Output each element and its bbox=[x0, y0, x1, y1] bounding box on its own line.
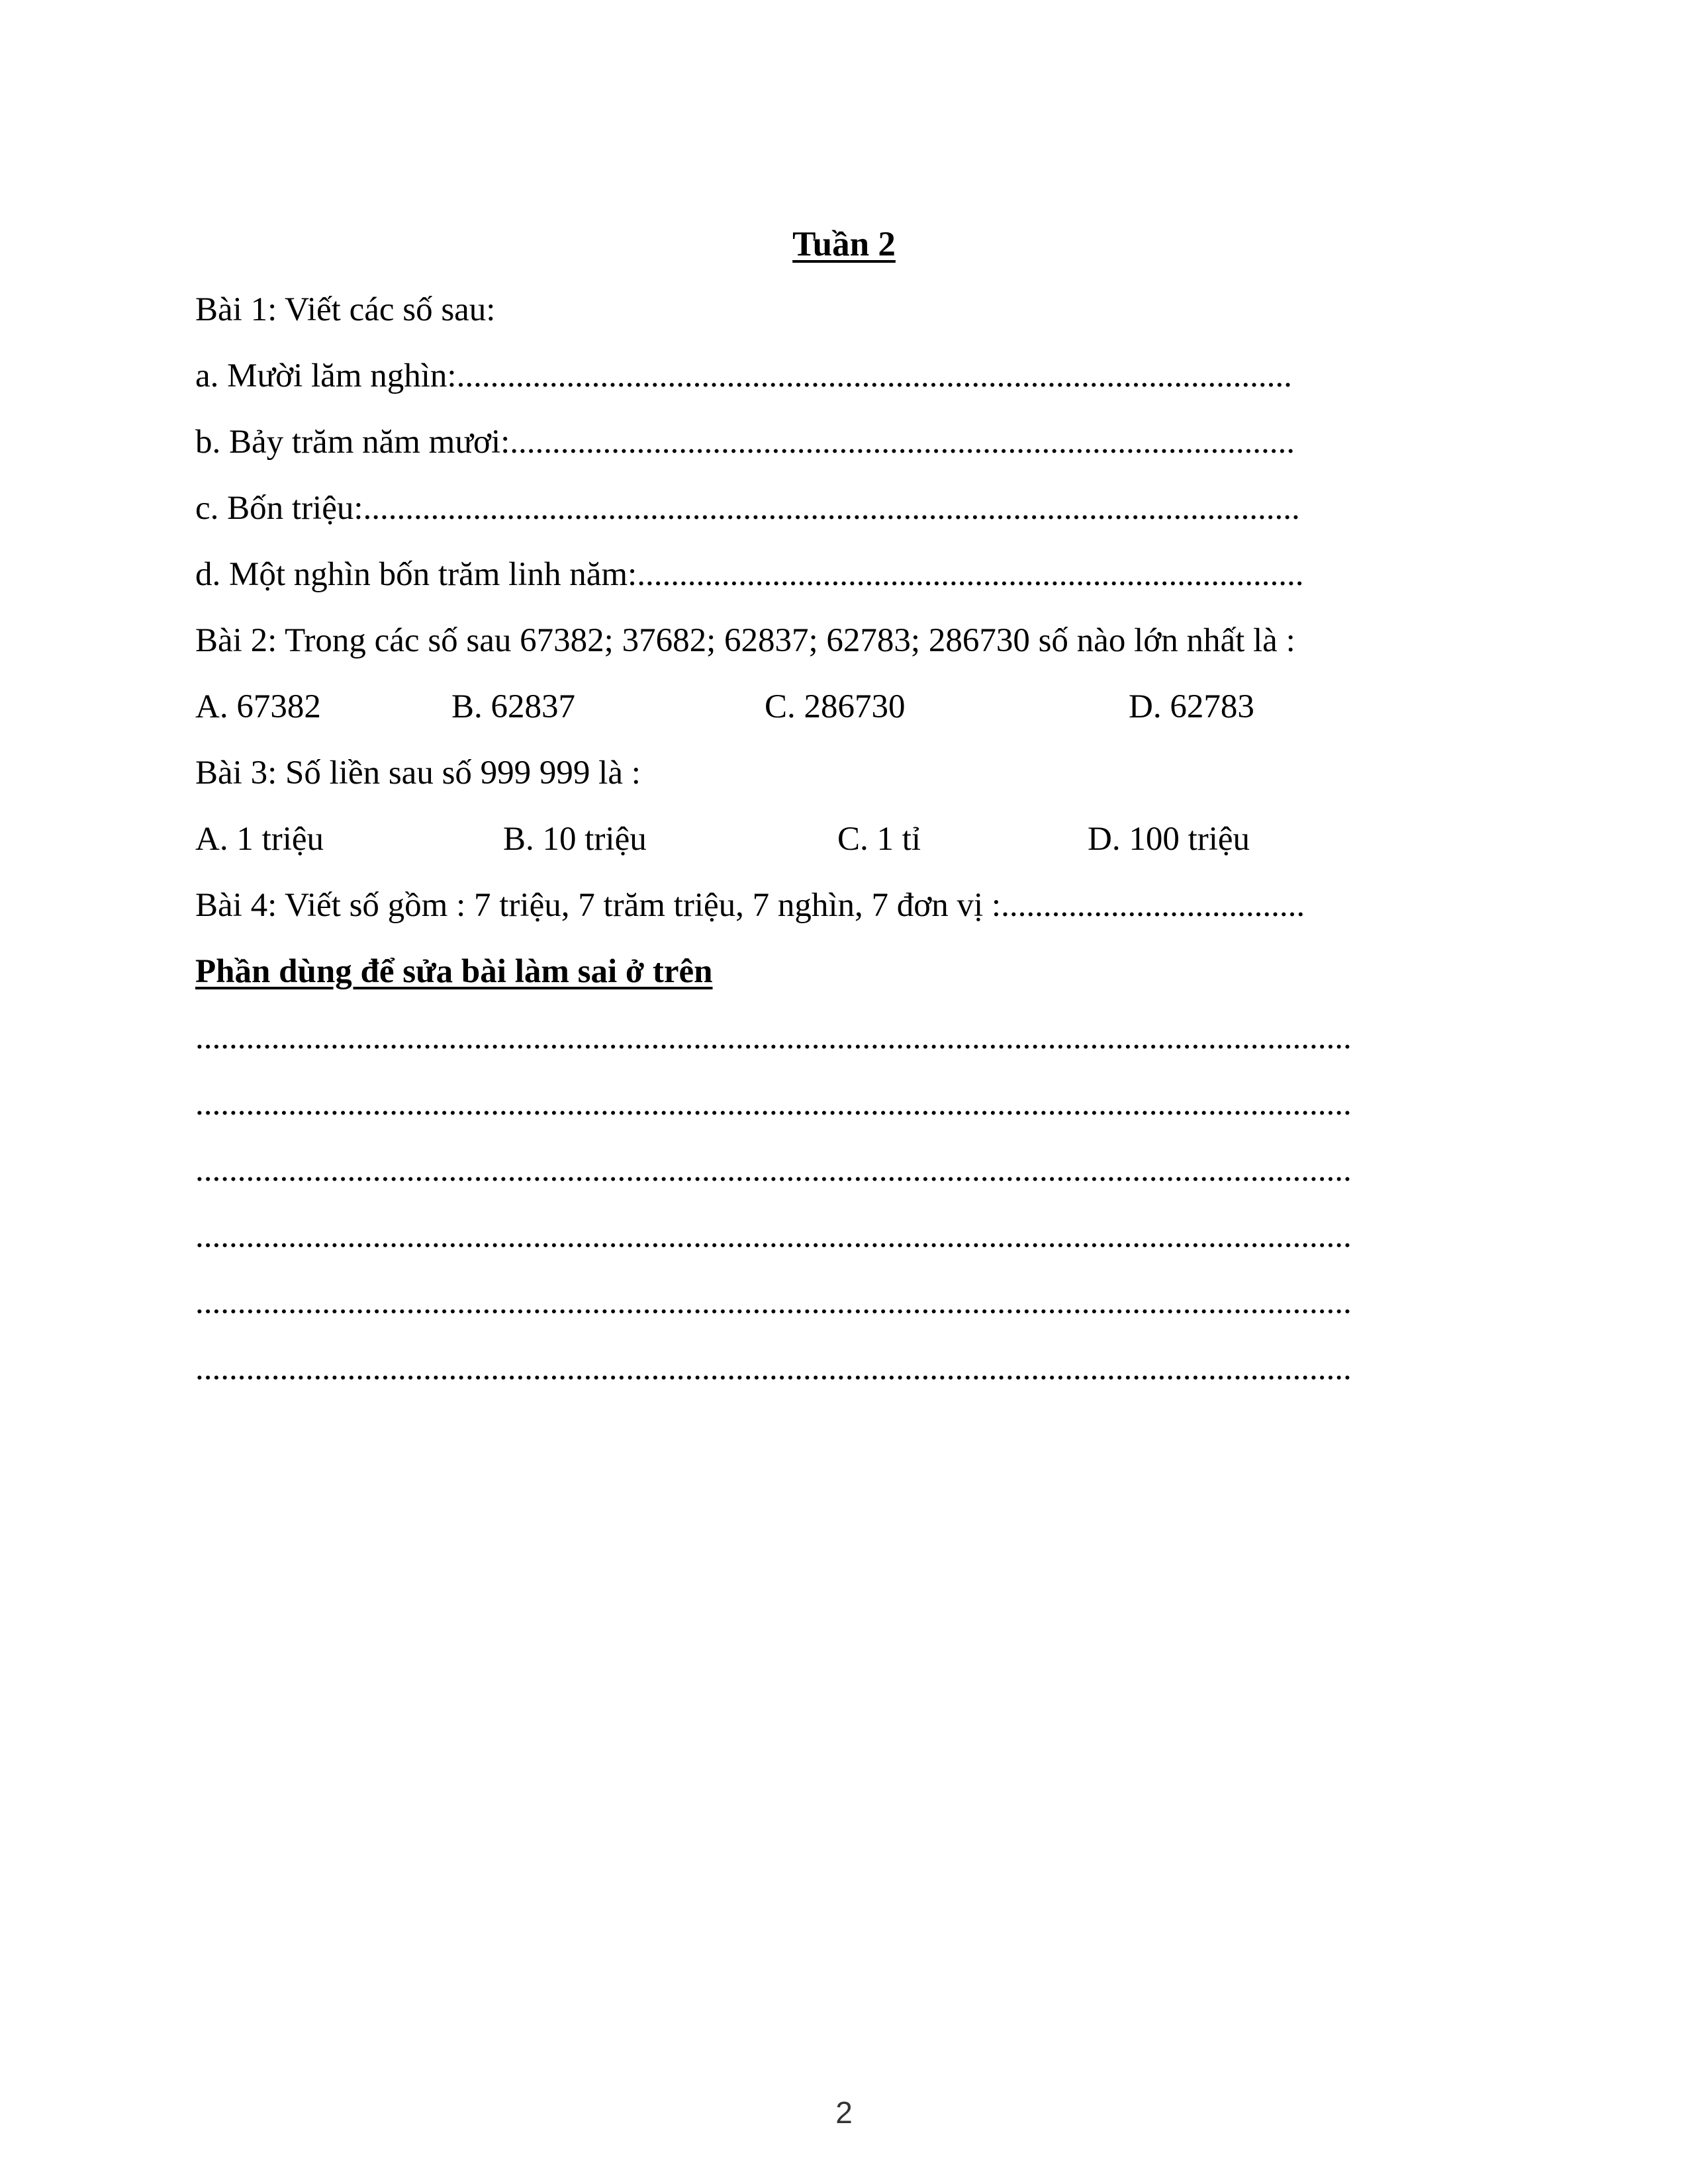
exercise-2-option-b: B. 62837 bbox=[451, 688, 576, 725]
exercise-3-option-c: C. 1 tỉ bbox=[837, 821, 921, 858]
correction-line-2: ......................................................................................................................................... bbox=[195, 1085, 1352, 1122]
exercise-4-question: Bài 4: Viết số gồm : 7 triệu, 7 trăm triệu, 7 nghìn, 7 đơn vị :.................................... bbox=[195, 887, 1305, 924]
correction-line-4: ......................................................................................................................................... bbox=[195, 1218, 1352, 1255]
page-title bbox=[0, 224, 1688, 265]
exercise-2-option-a: A. 67382 bbox=[195, 688, 321, 725]
correction-line-6: ......................................................................................................................................... bbox=[195, 1350, 1352, 1387]
page-title-text: Tuần 2 bbox=[792, 225, 896, 263]
exercise-1-item-c: c. Bốn triệu:............................................................................................................... bbox=[195, 490, 1300, 527]
correction-line-5: ......................................................................................................................................... bbox=[195, 1284, 1352, 1321]
exercise-3-option-b: B. 10 triệu bbox=[503, 821, 647, 858]
exercise-3-option-d: D. 100 triệu bbox=[1088, 821, 1250, 858]
exercise-2-option-c: C. 286730 bbox=[765, 688, 906, 725]
exercise-2-question: Bài 2: Trong các số sau 67382; 37682; 62837; 62783; 286730 số nào lớn nhất là : bbox=[195, 622, 1295, 659]
exercise-2-option-d: D. 62783 bbox=[1129, 688, 1254, 725]
correction-heading: Phần dùng để sửa bài làm sai ở trên bbox=[195, 953, 713, 990]
exercise-3-question: Bài 3: Số liền sau số 999 999 là : bbox=[195, 754, 641, 792]
page-number: 2 bbox=[835, 2095, 853, 2130]
correction-line-1: ......................................................................................................................................... bbox=[195, 1019, 1352, 1056]
exercise-1-item-b: b. Bảy trăm năm mươi:............................................................................................. bbox=[195, 424, 1295, 461]
exercise-3-option-a: A. 1 triệu bbox=[195, 821, 324, 858]
exercise-1-item-a: a. Mười lăm nghìn:................................................................................................... bbox=[195, 357, 1292, 394]
correction-line-3: ......................................................................................................................................... bbox=[195, 1152, 1352, 1189]
exercise-1-item-d: d. Một nghìn bốn trăm linh năm:............................................................................... bbox=[195, 556, 1304, 593]
exercise-1-heading: Bài 1: Viết các số sau: bbox=[195, 291, 496, 328]
